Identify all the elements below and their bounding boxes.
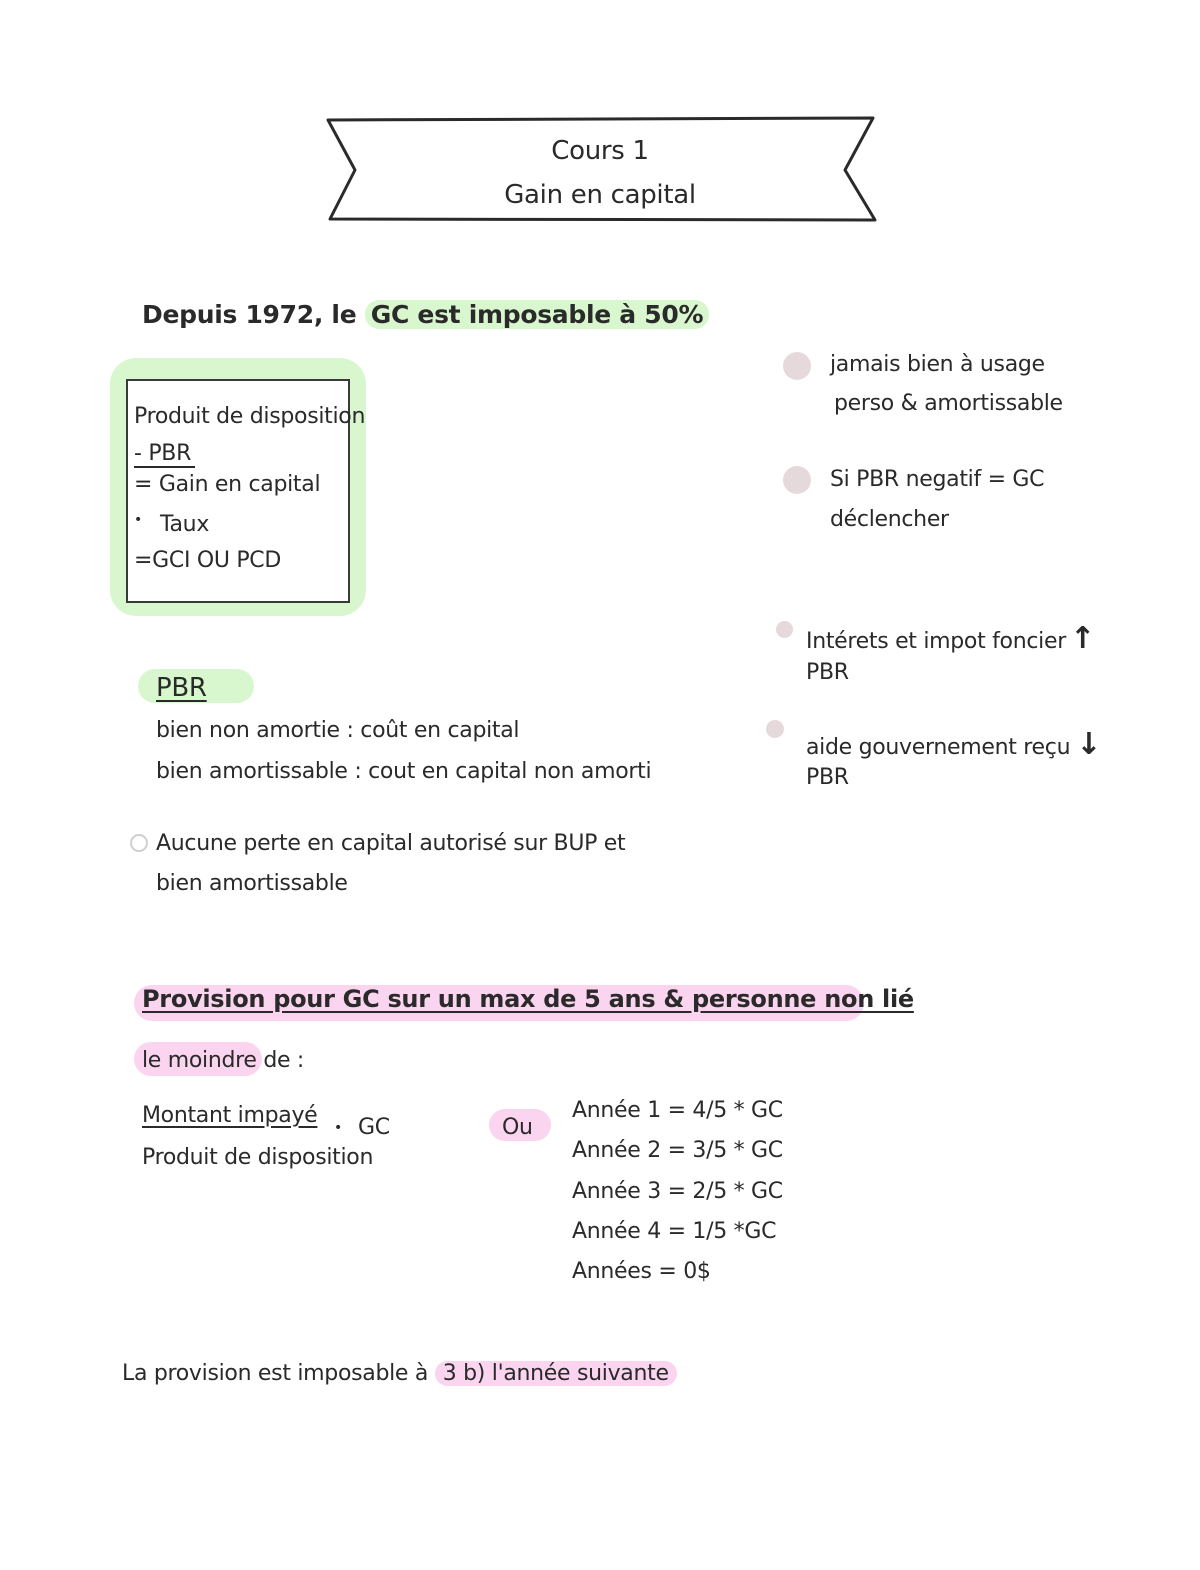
arrow-up-icon: ↑ <box>1069 621 1095 656</box>
times-bullet: • <box>334 1120 342 1136</box>
footer-line <box>122 1361 677 1386</box>
no-loss-line-2: bien amortissable <box>156 871 348 896</box>
heading-1972 <box>142 300 709 329</box>
note-4-line-1 <box>806 727 1101 762</box>
year-3: Année 3 = 2/5 * GC <box>572 1179 783 1204</box>
note-dot-4 <box>766 720 784 738</box>
title-line-1: Cours 1 <box>551 136 649 166</box>
title-banner <box>320 112 882 228</box>
title-line-2: Gain en capital <box>504 180 696 210</box>
no-loss-line-1: Aucune perte en capital autorisé sur BUP et <box>156 831 626 856</box>
note-1-line-2: perso & amortissable <box>834 391 1063 416</box>
footer-highlight: 3 b) l'année suivante <box>435 1361 677 1386</box>
pbr-line-1: bien non amortie : coût en capital <box>156 718 520 743</box>
note-outline-dot <box>130 834 148 852</box>
heading-1972-highlight: GC est imposable à 50% <box>365 300 709 329</box>
note-3-line-2: PBR <box>806 660 849 685</box>
note-1-line-1: jamais bien à usage <box>830 352 1045 377</box>
provision-heading: Provision pour GC sur un max de 5 ans & personne non lié <box>142 985 914 1013</box>
note-dot-3 <box>776 621 793 638</box>
note-4-text: aide gouvernement reçu <box>806 735 1071 760</box>
note-3-text: Intérets et impot foncier <box>806 629 1066 654</box>
year-5: Années = 0$ <box>572 1259 711 1284</box>
fraction-denominator: Produit de disposition <box>142 1145 374 1170</box>
year-2: Année 2 = 3/5 * GC <box>572 1138 783 1163</box>
fraction-numerator: Montant impayé <box>142 1103 318 1128</box>
formula-line-4: Taux <box>160 512 210 537</box>
formula-line-1: Produit de disposition <box>134 404 366 429</box>
year-4: Année 4 = 1/5 *GC <box>572 1219 777 1244</box>
formula-line-2: - PBR <box>134 441 195 468</box>
pbr-heading: PBR <box>156 673 207 703</box>
note-dot-1 <box>783 352 811 380</box>
gc-label: GC <box>358 1115 390 1140</box>
note-2-line-1: Si PBR negatif = GC <box>830 467 1045 492</box>
year-1: Année 1 = 4/5 * GC <box>572 1098 783 1123</box>
or-label: Ou <box>502 1115 533 1140</box>
formula-line-5: =GCI OU PCD <box>134 548 282 573</box>
arrow-down-icon: ↓ <box>1076 727 1102 762</box>
pbr-line-2: bien amortissable : cout en capital non amorti <box>156 759 652 784</box>
note-3-line-1 <box>806 621 1095 656</box>
heading-1972-prefix: Depuis 1972, le <box>142 300 365 329</box>
lesser-of: le moindre de : <box>142 1048 305 1073</box>
note-dot-2 <box>783 466 811 494</box>
note-2-line-2: déclencher <box>830 507 949 532</box>
formula-bullet: • <box>134 512 142 528</box>
footer-prefix: La provision est imposable à <box>122 1361 435 1386</box>
formula-line-3: = Gain en capital <box>134 472 321 497</box>
note-4-line-2: PBR <box>806 765 849 790</box>
